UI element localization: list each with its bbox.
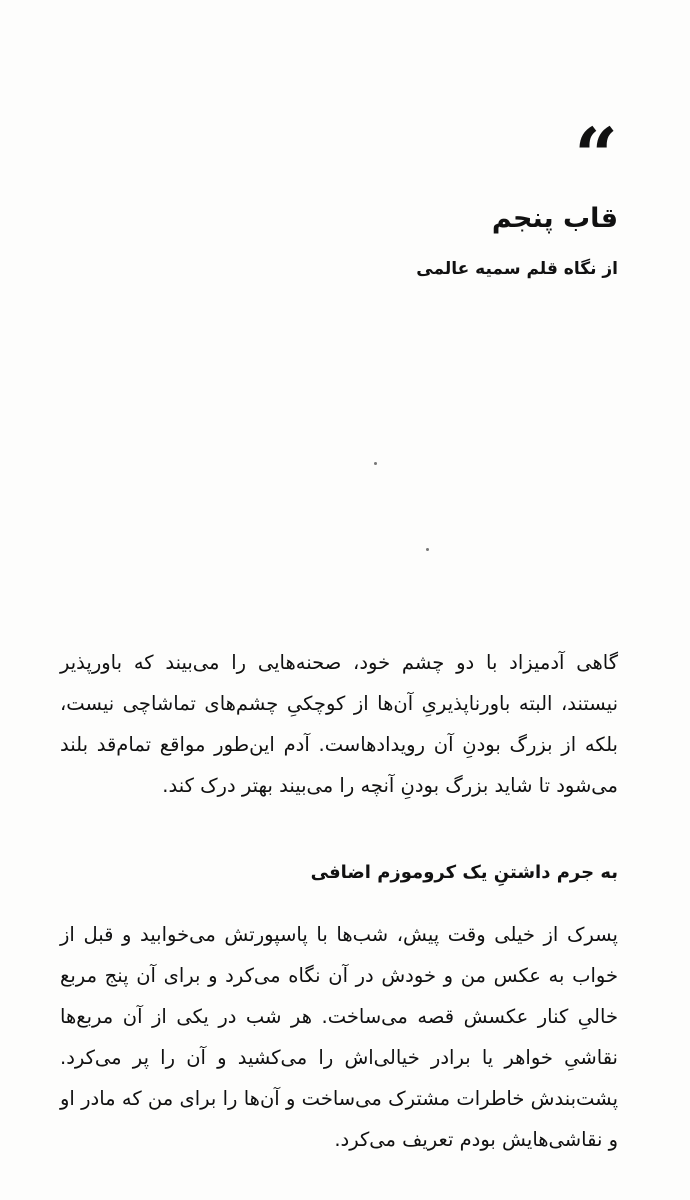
speck: [426, 548, 429, 551]
intro-paragraph: گاهی آدمیزاد با دو چشم خود، صحنه‌هایی را می‌بیند که باورپذیر نیستند، البته باورناپذیریِ آن‌ها از کوچکیِ چشم‌های تماشاچی نیست، بلکه از بزرگ بودنِ آن رویدادهاست. آدم این‌طور مواقع تمام‌قد بلند می‌شود تا شاید بزرگ بودنِ آنچه را می‌بیند بهتر درک کند.: [60, 651, 618, 797]
body-paragraph: پسرک از خیلی وقت پیش، شب‌ها با پاسپورتش می‌خوابید و قبل از خواب به عکس من و خودش در آن نگاه می‌کرد و برای آن پنج مربع خالیِ کنار عکسش قصه می‌ساخت. هر شب در یکی از آن مربع‌ها نقاشیِ خواهر یا برادر خیالی‌اش را می‌کشید و آن را پر می‌کرد. پشت‌بندش خاطرات مشترک می‌ساخت و آن‌ها را برای من که مادر او و نقاشی‌هایش بودم تعریف می‌کرد.: [60, 923, 618, 1151]
author-subtitle: از نگاه قلم سمیه عالمی: [416, 259, 618, 279]
quote-mark: “: [574, 111, 618, 200]
speck: [374, 462, 377, 465]
section-heading: به جرم داشتنِ یک کروموزم اضافی: [310, 862, 618, 883]
page-title: قاب پنجم: [491, 203, 618, 234]
